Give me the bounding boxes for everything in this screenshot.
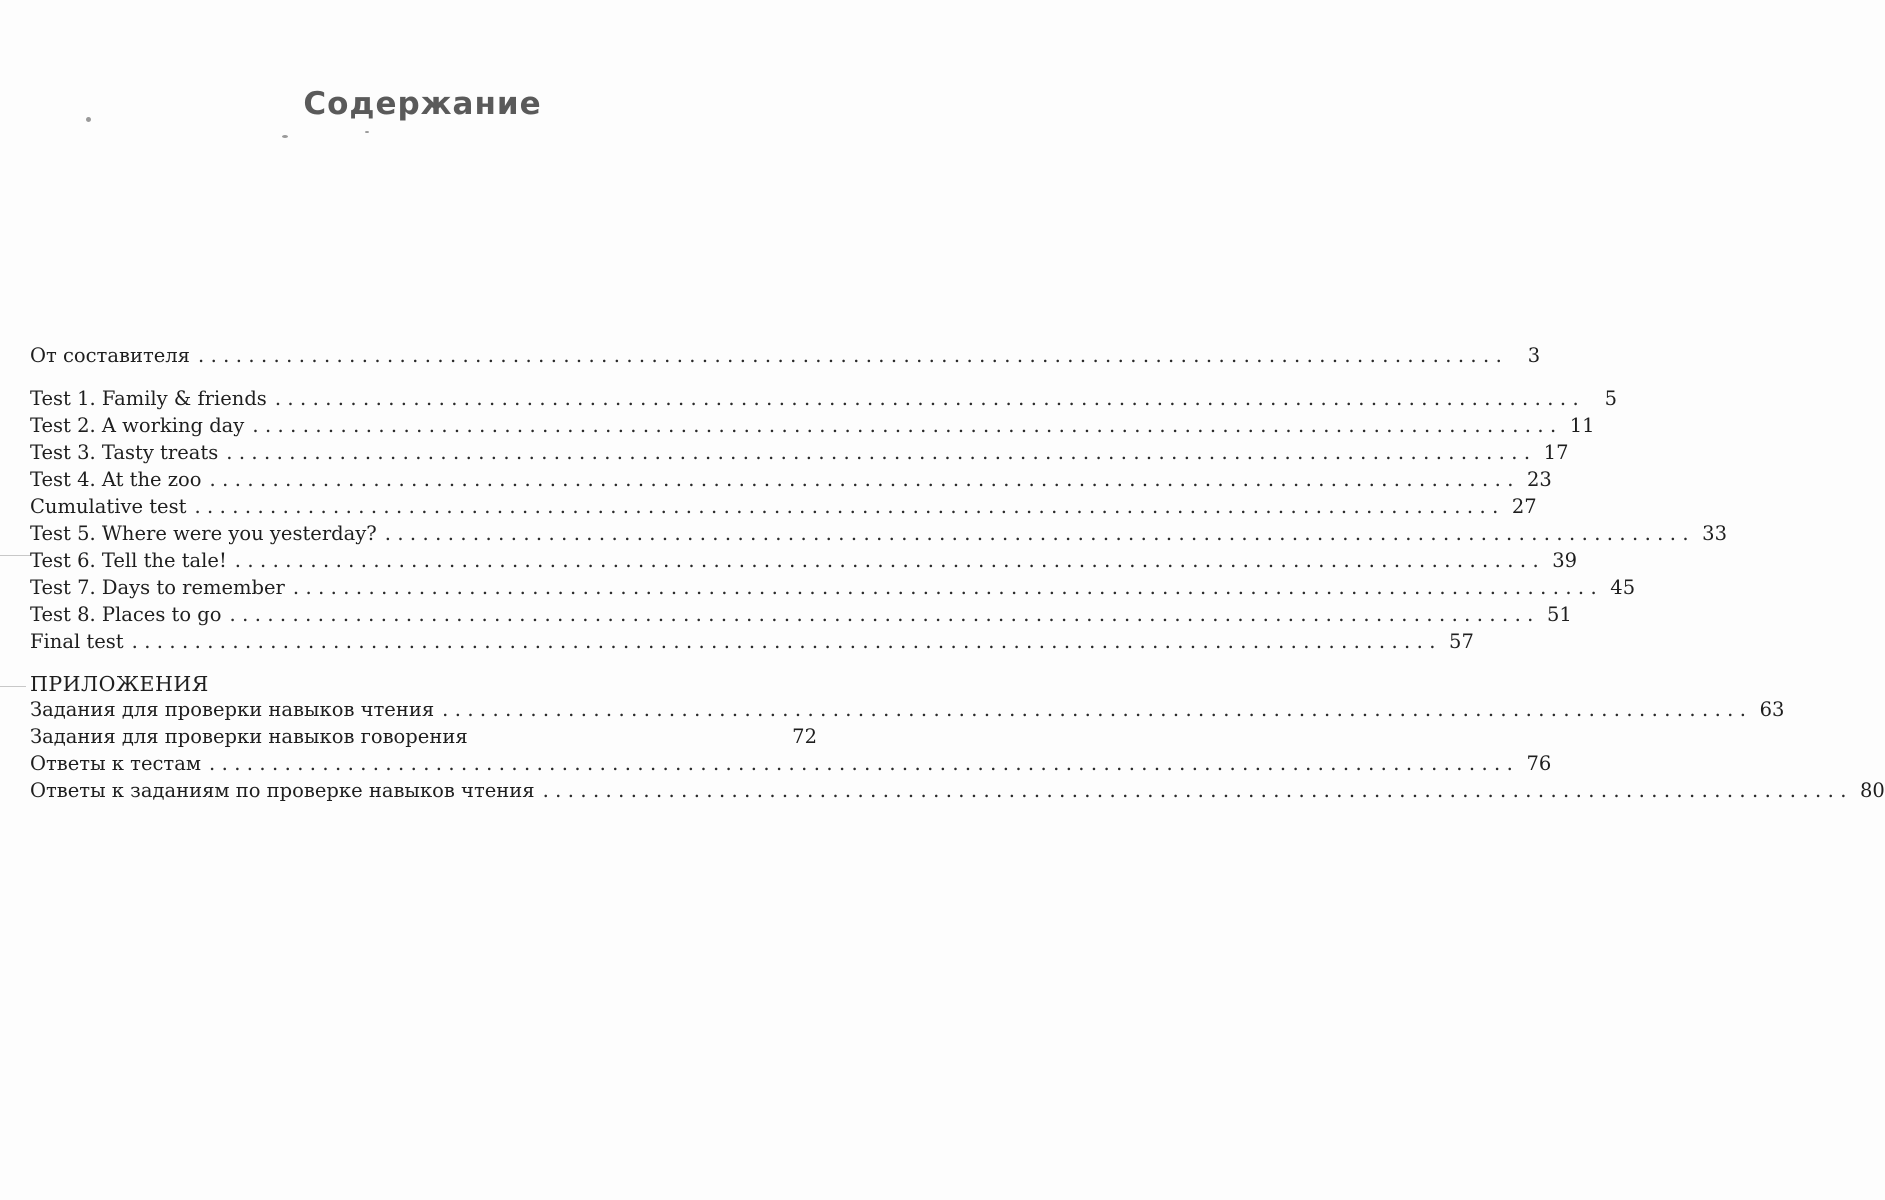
toc-entry-page: 3	[1527, 344, 1541, 367]
toc-entry-final-test[interactable]	[30, 629, 1474, 655]
toc-entry-page: 80	[1859, 779, 1885, 802]
toc-entry-test-answers[interactable]	[30, 751, 1552, 777]
toc-entry-speaking-tasks[interactable]	[30, 724, 817, 750]
toc-leader-dots: ........................................................................................................	[197, 344, 1509, 367]
toc-entry-title: Test 3. Tasty treats	[30, 441, 219, 464]
toc-entry-page: 63	[1759, 698, 1785, 721]
toc-entry-test-1[interactable]	[30, 386, 1618, 412]
toc-leader-dots: ........................................................................................................	[292, 576, 1604, 599]
toc-leader-dots: ........................................................................................................	[442, 698, 1753, 721]
toc-entry-page: 57	[1449, 630, 1474, 653]
toc-entry-page: 51	[1546, 603, 1572, 626]
toc-entry-intro[interactable]	[30, 343, 1541, 369]
toc-leader-dots: ........................................................................................................	[131, 630, 1442, 653]
toc-leader-dots: ........................................................................................................	[252, 414, 1563, 437]
toc-entry-title: Ответы к тестам	[30, 752, 202, 775]
margin-mark	[0, 555, 30, 556]
toc-entry-title: Задания для проверки навыков чтения	[30, 698, 435, 721]
toc-entry-reading-answers[interactable]	[30, 778, 1885, 804]
toc-entry-title: Ответы к заданиям по проверке навыков чтения	[30, 779, 535, 802]
toc-leader-dots: ........................................................................................................	[234, 549, 1546, 572]
toc-entry-title: Test 4. At the zoo	[30, 468, 202, 491]
toc-entry-test-3[interactable]	[30, 440, 1569, 466]
toc-entry-title: Test 2. A working day	[30, 414, 245, 437]
toc-entry-page: 33	[1702, 522, 1727, 545]
print-speck	[365, 131, 369, 133]
toc-leader-dots: ........................................................................................................	[209, 468, 1520, 491]
toc-entry-title: Test 8. Places to go	[30, 603, 222, 626]
toc-entry-page: 23	[1526, 468, 1552, 491]
toc-leader-dots: ........................................................................................................	[209, 752, 1520, 775]
toc-entry-reading-tasks[interactable]	[30, 697, 1785, 723]
toc-entry-test-5[interactable]	[30, 521, 1727, 547]
print-speck	[86, 117, 91, 122]
toc-entry-title: Задания для проверки навыков говорения	[30, 725, 468, 748]
toc-entry-title: Test 5. Where were you yesterday?	[30, 522, 377, 545]
toc-entry-title: Test 1. Family & friends	[30, 387, 267, 410]
toc-entry-page: 39	[1552, 549, 1578, 572]
page-title: Содержание	[303, 86, 542, 122]
toc-leader-dots: ........................................................................................................	[194, 495, 1505, 518]
toc-leader-dots: ........................................................................................................	[542, 779, 1853, 802]
toc-entry-test-2[interactable]	[30, 413, 1595, 439]
toc-entry-title: Test 6. Tell the tale!	[30, 549, 227, 572]
toc-entry-page: 11	[1569, 414, 1595, 437]
toc-leader-dots: ........................................................................................................	[226, 441, 1537, 464]
toc-entry-title: Cumulative test	[30, 495, 187, 518]
print-speck	[282, 135, 288, 138]
toc-leader-dots: ........................................................................................................	[274, 387, 1586, 410]
toc-entry-title: Test 7. Days to remember	[30, 576, 285, 599]
toc-entry-page: 17	[1543, 441, 1569, 464]
toc-entry-page: 76	[1526, 752, 1552, 775]
toc-entry-cumulative-test[interactable]	[30, 494, 1537, 520]
toc-entry-title: Final test	[30, 630, 124, 653]
toc-entry-test-4[interactable]	[30, 467, 1552, 493]
toc-leader-dots: ........................................................................................................	[229, 603, 1540, 626]
toc-entry-page: 72	[792, 725, 817, 748]
toc-entry-title: От составителя	[30, 344, 190, 367]
appendix-heading: ПРИЛОЖЕНИЯ	[30, 672, 209, 696]
margin-mark	[0, 686, 26, 687]
toc-entry-test-7[interactable]	[30, 575, 1636, 601]
toc-entry-page: 27	[1511, 495, 1537, 518]
toc-leader-dots: ........................................................................................................	[384, 522, 1695, 545]
toc-entry-test-6[interactable]	[30, 548, 1578, 574]
toc-entry-test-8[interactable]	[30, 602, 1572, 628]
toc-entry-page: 45	[1610, 576, 1636, 599]
toc-entry-page: 5	[1604, 387, 1618, 410]
